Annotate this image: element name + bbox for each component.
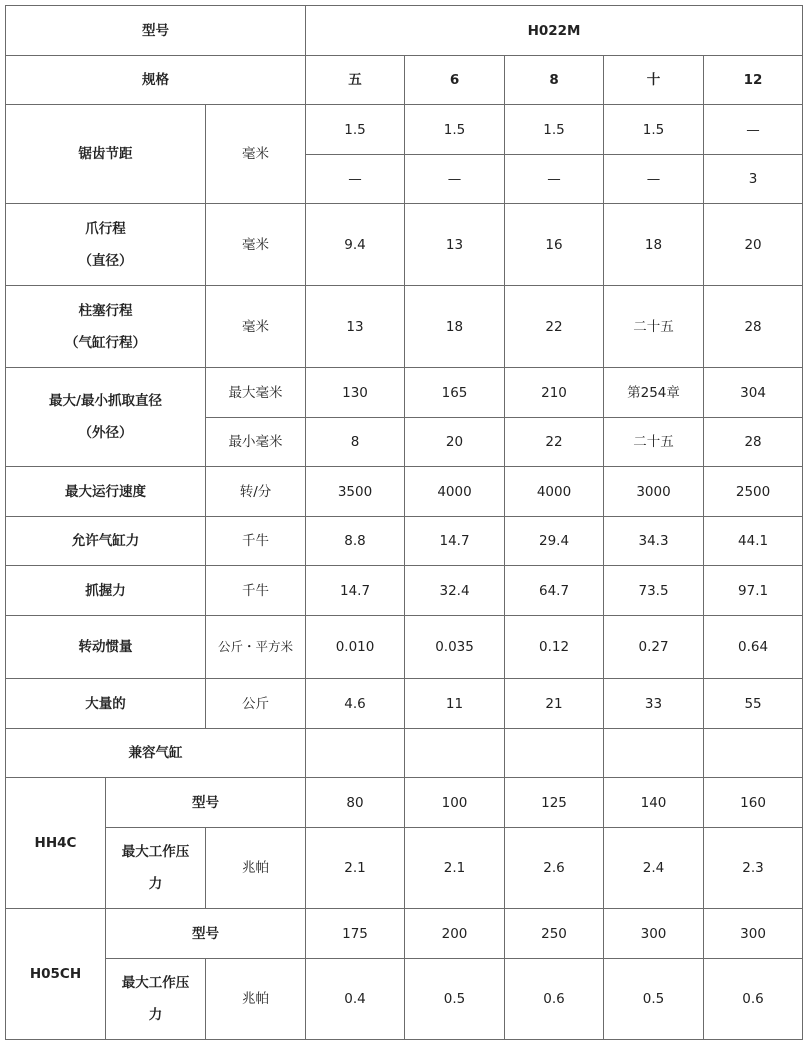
value-cell: 3 (704, 155, 803, 204)
value-cell: — (604, 155, 704, 204)
value-cell: 0.5 (604, 959, 704, 1040)
spec-table (5, 5, 803, 1040)
value-cell: 4.6 (306, 679, 405, 729)
empty-cell (306, 729, 405, 778)
value-cell: 55 (704, 679, 803, 729)
plunger-stroke-row (6, 286, 803, 368)
value-cell: 0.4 (306, 959, 405, 1040)
jaw-stroke-row (6, 204, 803, 286)
value-cell: 130 (306, 368, 405, 418)
inertia-unit: 公斤・平方米 (206, 616, 306, 679)
value-cell: 0.27 (604, 616, 704, 679)
value-cell: 14.7 (306, 566, 405, 616)
value-cell: 175 (306, 909, 405, 959)
value-cell: 1.5 (405, 105, 505, 155)
value-cell: 0.12 (505, 616, 604, 679)
value-cell: 13 (405, 204, 505, 286)
hh4c-pressure-label-line2: 力 (148, 876, 163, 892)
value-cell: 140 (604, 778, 704, 828)
empty-cell (604, 729, 704, 778)
hh4c-pressure-label (106, 828, 206, 909)
empty-cell (505, 729, 604, 778)
saw-pitch-unit: 毫米 (206, 105, 306, 204)
value-cell: — (306, 155, 405, 204)
value-cell: 33 (604, 679, 704, 729)
model-value: H022M (306, 6, 803, 56)
value-cell: 8.8 (306, 517, 405, 566)
cyl-force-unit: 千牛 (206, 517, 306, 566)
value-cell: 18 (604, 204, 704, 286)
h05ch-model-label: 型号 (106, 909, 306, 959)
model-label: 型号 (6, 6, 306, 56)
value-cell: 64.7 (505, 566, 604, 616)
value-cell: 250 (505, 909, 604, 959)
value-cell: 80 (306, 778, 405, 828)
value-cell: 32.4 (405, 566, 505, 616)
hh4c-name: HH4C (6, 778, 106, 909)
inertia-label: 转动惯量 (6, 616, 206, 679)
spec-cell: 十 (604, 56, 704, 105)
value-cell: 21 (505, 679, 604, 729)
value-cell: 22 (505, 286, 604, 368)
jaw-stroke-unit: 毫米 (206, 204, 306, 286)
value-cell: 1.5 (306, 105, 405, 155)
spec-label: 规格 (6, 56, 306, 105)
jaw-stroke-label-line2: （直径） (78, 252, 133, 269)
value-cell: 100 (405, 778, 505, 828)
value-cell: 1.5 (604, 105, 704, 155)
value-cell: 0.035 (405, 616, 505, 679)
cyl-force-row (6, 517, 803, 566)
h05ch-pressure-label-line1: 最大工作压 (121, 975, 190, 991)
value-cell: 34.3 (604, 517, 704, 566)
value-cell: — (704, 105, 803, 155)
value-cell: 0.6 (505, 959, 604, 1040)
value-cell: 20 (405, 418, 505, 467)
hh4c-pressure-unit: 兆帕 (206, 828, 306, 909)
plunger-stroke-unit: 毫米 (206, 286, 306, 368)
h05ch-model-row (6, 909, 803, 959)
grip-diameter-max-row (6, 368, 803, 418)
max-speed-row (6, 467, 803, 517)
value-cell: 第254章 (604, 368, 704, 418)
value-cell: 2.1 (306, 828, 405, 909)
plunger-stroke-label (6, 286, 206, 368)
value-cell: 16 (505, 204, 604, 286)
hh4c-pressure-row (6, 828, 803, 909)
value-cell: 0.6 (704, 959, 803, 1040)
value-cell: 300 (604, 909, 704, 959)
saw-pitch-row (6, 105, 803, 155)
hh4c-model-row (6, 778, 803, 828)
value-cell: 44.1 (704, 517, 803, 566)
spec-row (6, 56, 803, 105)
cyl-force-label: 允许气缸力 (6, 517, 206, 566)
value-cell: 3500 (306, 467, 405, 517)
value-cell: 2.1 (405, 828, 505, 909)
value-cell: 二十五 (604, 418, 704, 467)
value-cell: 28 (704, 286, 803, 368)
h05ch-pressure-row (6, 959, 803, 1040)
grip-diameter-unit-min: 最小毫米 (206, 418, 306, 467)
value-cell: 13 (306, 286, 405, 368)
spec-cell: 五 (306, 56, 405, 105)
hh4c-pressure-label-line1: 最大工作压 (121, 844, 190, 860)
max-speed-label: 最大运行速度 (6, 467, 206, 517)
spec-cell: 12 (704, 56, 803, 105)
value-cell: 18 (405, 286, 505, 368)
value-cell: 73.5 (604, 566, 704, 616)
grip-diameter-unit-max: 最大毫米 (206, 368, 306, 418)
value-cell: 14.7 (405, 517, 505, 566)
value-cell: 1.5 (505, 105, 604, 155)
h05ch-name: H05CH (6, 909, 106, 1040)
value-cell: 304 (704, 368, 803, 418)
model-row (6, 6, 803, 56)
h05ch-pressure-label-line2: 力 (148, 1007, 163, 1023)
jaw-stroke-label (6, 204, 206, 286)
value-cell: 300 (704, 909, 803, 959)
value-cell: 8 (306, 418, 405, 467)
plunger-stroke-label-line1: 柱塞行程 (78, 302, 133, 319)
grip-force-unit: 千牛 (206, 566, 306, 616)
h05ch-pressure-label (106, 959, 206, 1040)
inertia-row (6, 616, 803, 679)
value-cell: — (505, 155, 604, 204)
value-cell: 160 (704, 778, 803, 828)
empty-cell (405, 729, 505, 778)
value-cell: 0.5 (405, 959, 505, 1040)
value-cell: — (405, 155, 505, 204)
mass-unit: 公斤 (206, 679, 306, 729)
value-cell: 29.4 (505, 517, 604, 566)
value-cell: 2500 (704, 467, 803, 517)
value-cell: 11 (405, 679, 505, 729)
grip-diameter-label-line1: 最大/最小抓取直径 (49, 393, 162, 409)
compat-row (6, 729, 803, 778)
grip-force-row (6, 566, 803, 616)
max-speed-unit: 转/分 (206, 467, 306, 517)
spec-cell: 8 (505, 56, 604, 105)
value-cell: 4000 (405, 467, 505, 517)
h05ch-pressure-unit: 兆帕 (206, 959, 306, 1040)
mass-row (6, 679, 803, 729)
value-cell: 2.3 (704, 828, 803, 909)
empty-cell (704, 729, 803, 778)
mass-label: 大量的 (6, 679, 206, 729)
value-cell: 28 (704, 418, 803, 467)
saw-pitch-label: 锯齿节距 (6, 105, 206, 204)
compat-label: 兼容气缸 (6, 729, 306, 778)
value-cell: 20 (704, 204, 803, 286)
value-cell: 2.4 (604, 828, 704, 909)
value-cell: 二十五 (604, 286, 704, 368)
grip-force-label: 抓握力 (6, 566, 206, 616)
grip-diameter-label (6, 368, 206, 467)
value-cell: 3000 (604, 467, 704, 517)
grip-diameter-label-line2: （外径） (78, 425, 133, 441)
spec-cell: 6 (405, 56, 505, 105)
plunger-stroke-label-line2: （气缸行程） (65, 334, 146, 351)
jaw-stroke-label-line1: 爪行程 (85, 220, 126, 237)
value-cell: 200 (405, 909, 505, 959)
value-cell: 210 (505, 368, 604, 418)
value-cell: 97.1 (704, 566, 803, 616)
value-cell: 125 (505, 778, 604, 828)
value-cell: 2.6 (505, 828, 604, 909)
value-cell: 4000 (505, 467, 604, 517)
value-cell: 22 (505, 418, 604, 467)
value-cell: 0.010 (306, 616, 405, 679)
value-cell: 165 (405, 368, 505, 418)
value-cell: 9.4 (306, 204, 405, 286)
value-cell: 0.64 (704, 616, 803, 679)
hh4c-model-label: 型号 (106, 778, 306, 828)
